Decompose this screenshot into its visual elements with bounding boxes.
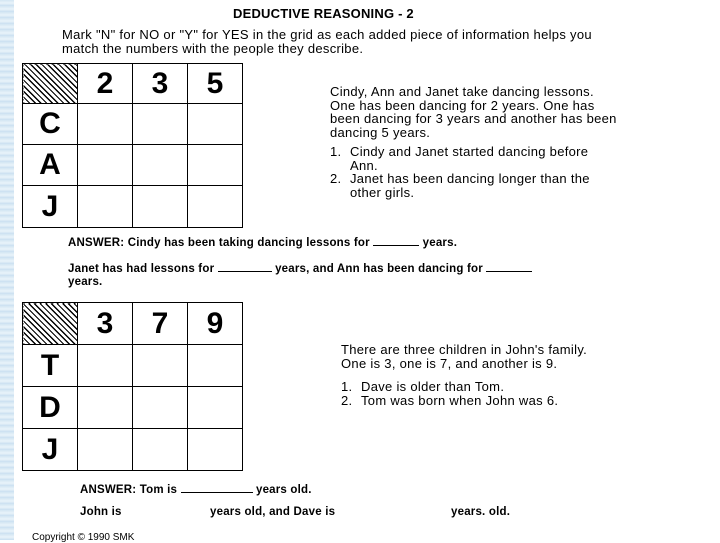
grid-1-corner-hatch: [23, 64, 78, 104]
logic-grid-2: [22, 302, 243, 471]
answer-blank[interactable]: [218, 262, 272, 272]
puzzle-2-answer-line-2-a: John is: [80, 506, 122, 518]
grid-1-cell[interactable]: [133, 186, 188, 228]
grid-2-cell[interactable]: [133, 345, 188, 387]
grid-1-col-header: 3: [133, 64, 188, 104]
puzzle-1-answer-line-1: ANSWER: Cindy has been taking dancing lessons for years.: [68, 237, 458, 249]
copyright-notice: Copyright © 1990 SMK: [32, 532, 135, 543]
left-border-strip: [0, 0, 14, 540]
grid-2-row-header: T: [23, 345, 78, 387]
logic-grid-1: [22, 63, 243, 228]
puzzle-1-story: [330, 85, 620, 199]
grid-2-cell[interactable]: [133, 429, 188, 471]
grid-1-cell[interactable]: [188, 104, 243, 145]
puzzle-2-story: [341, 343, 611, 407]
grid-1-col-header: 2: [78, 64, 133, 104]
puzzle-2-clues: [341, 380, 611, 407]
puzzle-2-clue: 2. Tom was born when John was 6.: [341, 392, 559, 408]
puzzle-1-answer-line-2: Janet has had lessons for years, and Ann has been dancing for years.: [68, 262, 588, 289]
grid-2-cell[interactable]: [133, 387, 188, 429]
grid-2-cell[interactable]: [188, 345, 243, 387]
grid-2-cell[interactable]: [78, 387, 133, 429]
puzzle-2-answer-line-2-b: years old, and Dave is: [210, 506, 336, 518]
puzzle-1-intro: Cindy, Ann and Janet take dancing lessons. One has been dancing for 2 years. One has been dancing for 3 years and another has been dancing 5 years.: [330, 84, 617, 140]
grid-2-cell[interactable]: [78, 429, 133, 471]
grid-2-cell[interactable]: [188, 387, 243, 429]
answer-blank[interactable]: [486, 262, 532, 272]
grid-1-cell[interactable]: [78, 186, 133, 228]
grid-1-col-header: 5: [188, 64, 243, 104]
grid-2-col-header: 9: [188, 303, 243, 345]
grid-2-corner-hatch: [23, 303, 78, 345]
worksheet-title: DEDUCTIVE REASONING - 2: [233, 6, 414, 21]
answer-blank[interactable]: [181, 483, 253, 493]
puzzle-2-clue: 1. Dave is older than Tom.: [341, 379, 505, 394]
grid-1-row-header: C: [23, 104, 78, 145]
grid-2-cell[interactable]: [188, 429, 243, 471]
puzzle-1-clue: 1. Cindy and Janet started dancing before Ann.: [330, 144, 589, 173]
puzzle-2-answer-line-2-c: years. old.: [451, 506, 511, 518]
grid-1-row-header: J: [23, 186, 78, 228]
grid-1-cell[interactable]: [188, 186, 243, 228]
grid-1-cell[interactable]: [133, 104, 188, 145]
puzzle-2-intro: There are three children in John's family. One is 3, one is 7, and another is 9.: [341, 342, 588, 371]
grid-2-row-header: J: [23, 429, 78, 471]
grid-1-cell[interactable]: [188, 145, 243, 186]
grid-2-col-header: 7: [133, 303, 188, 345]
grid-2-row-header: D: [23, 387, 78, 429]
puzzle-1-clues: [330, 145, 590, 199]
puzzle-2-answer-line-1: ANSWER: Tom is years old.: [80, 484, 312, 496]
grid-2-cell[interactable]: [78, 345, 133, 387]
grid-1-cell[interactable]: [133, 145, 188, 186]
grid-1-row-header: A: [23, 145, 78, 186]
grid-2-col-header: 3: [78, 303, 133, 345]
answer-blank[interactable]: [373, 236, 419, 246]
puzzle-1-clue: 2. Janet has been dancing longer than the other girls.: [330, 171, 590, 200]
grid-1-cell[interactable]: [78, 104, 133, 145]
instructions: Mark "N" for NO or "Y" for YES in the grid as each added piece of information helps you match the numbers with the people they describe.: [62, 27, 592, 56]
grid-1-cell[interactable]: [78, 145, 133, 186]
